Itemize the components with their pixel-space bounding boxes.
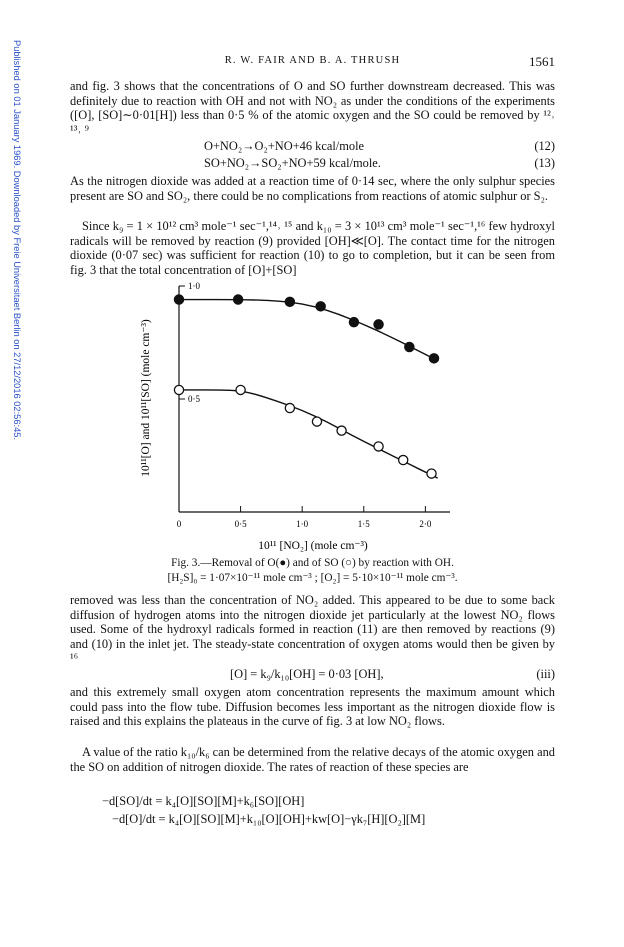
data-point-so xyxy=(337,426,346,435)
page-header xyxy=(70,55,555,71)
data-point-so xyxy=(236,385,245,394)
equation-iii-text: [O] = k₉/k₁₀[OH] = 0·03 [OH], xyxy=(230,667,384,681)
figure-3-chart xyxy=(135,278,460,563)
figure-caption-line-1-text: Fig. 3.—Removal of O(●) and of SO (○) by reaction with OH. xyxy=(171,557,454,569)
x-tick-label: 2·0 xyxy=(419,519,432,529)
data-point-o xyxy=(349,318,358,327)
y-tick-label: 0·5 xyxy=(188,394,200,404)
data-point-o xyxy=(285,297,294,306)
page-number: 1561 xyxy=(529,54,555,69)
rate-equation-so-text: −d[SO]/dt = k₄[O][SO][M]+k₆[SO][OH] xyxy=(102,794,305,808)
data-point-so xyxy=(312,417,321,426)
rate-equation-o xyxy=(70,812,555,827)
data-point-so xyxy=(285,403,294,412)
paragraph-4 xyxy=(70,593,555,666)
paragraph-1 xyxy=(70,79,555,137)
equation-iii xyxy=(70,667,555,682)
paragraph-5-text: and this extremely small oxygen atom concentration represents the maximum amount which could pass into the flow tube. Diffusion becomes less important as the nitrogen dioxide flow is raised and this explains the plateaus in the curve of fig. 3 at low NO₂ flows. xyxy=(70,685,555,729)
equation-12-text: O+NO₂→O₂+NO+46 kcal/mole xyxy=(204,139,365,153)
x-tick-label: 1·0 xyxy=(296,519,309,529)
rate-equation-o-text: −d[O]/dt = k₄[O][SO][M]+k₁₀[O][OH]+kw[O]−γk₇[H][O₂][M] xyxy=(112,812,426,826)
equation-12-number: (12) xyxy=(534,139,555,153)
data-point-so xyxy=(174,385,183,394)
figure-caption-line-2-text: [H₂S]₀ = 1·07×10⁻¹¹ mole cm⁻³ ; [O₂] = 5·10×10⁻¹¹ mole cm⁻³. xyxy=(167,572,458,584)
chart-curves xyxy=(179,300,438,479)
paragraph-6 xyxy=(70,745,555,774)
download-notice xyxy=(8,40,22,890)
data-point-so xyxy=(427,469,436,478)
chart-points xyxy=(174,295,438,478)
paragraph-2-text: As the nitrogen dioxide was added at a reaction time of 0·14 sec, where the only sulphur species present are SO and SO₂, there could be no complications from reactions of atomic sulphur or S₂. xyxy=(70,174,555,203)
x-tick-label: 1·5 xyxy=(357,519,370,529)
equation-13 xyxy=(70,156,555,171)
data-point-o xyxy=(316,302,325,311)
data-point-so xyxy=(374,442,383,451)
data-point-o xyxy=(405,342,414,351)
equation-13-text: SO+NO₂→SO₂+NO+59 kcal/mole. xyxy=(204,156,381,170)
paragraph-4-text: removed was less than the concentration of NO₂ added. This appeared to be due to some back diffusion of hydrogen atoms into the nitrogen dioxide jet particularly at the lowest NO₂ flows used. Some of the hydroxyl radicals formed in reaction (11) are then removed by reactions (9) and (10) in the inlet jet. The steady-state concentration of oxygen atoms would then be given by ¹⁶ xyxy=(70,593,555,666)
figure-caption-line-1 xyxy=(70,556,555,570)
chart-axes xyxy=(179,286,450,512)
rate-equation-so xyxy=(70,794,555,809)
data-point-o xyxy=(374,320,383,329)
x-tick-label: 0 xyxy=(176,519,182,529)
data-point-o xyxy=(429,354,438,363)
equation-12 xyxy=(70,139,555,154)
y-axis-label: 10¹¹[O] and 10¹¹[SO] (mole cm⁻³) xyxy=(140,319,152,477)
equation-iii-number: (iii) xyxy=(536,667,555,681)
series-curve-o xyxy=(179,300,438,361)
figure-caption-line-2 xyxy=(70,571,555,585)
equation-13-number: (13) xyxy=(534,156,555,170)
data-point-o xyxy=(174,295,183,304)
paragraph-1-text: and fig. 3 shows that the concentrations of O and SO further downstream decreased. This was definitely due to reaction with OH and not with NO₂ as under the conditions of the experiments ([O], [SO]∼0·01[H]) less than 0·5 % of the atomic oxygen and the SO could be removed by ¹²˒ ¹³˒ ⁹ xyxy=(70,79,555,137)
download-notice-text: Published on 01 January 1969. Downloaded by Freie Universitaet Berlin on 27/12/2016 02:56:45. xyxy=(12,40,22,441)
data-point-o xyxy=(234,295,243,304)
series-curve-so xyxy=(179,390,438,478)
y-tick-label: 1·0 xyxy=(188,281,200,291)
paragraph-3 xyxy=(70,219,555,277)
paragraph-2 xyxy=(70,174,555,203)
paragraph-6-text: A value of the ratio k₁₀/k₆ can be determined from the relative decays of the atomic oxygen and the SO on addition of nitrogen dioxide. The rates of reaction of these species are xyxy=(70,745,555,774)
x-axis-label: 10¹¹ [NO₂] (mole cm⁻³) xyxy=(258,540,368,552)
data-point-so xyxy=(399,455,408,464)
running-title: R. W. FAIR AND B. A. THRUSH xyxy=(224,55,401,66)
chart-ticks xyxy=(177,281,432,529)
paragraph-3-text: Since k₉ = 1 × 10¹² cm³ mole⁻¹ sec⁻¹,¹⁴˒ ¹⁵ and k₁₀ = 3 × 10¹³ cm³ mole⁻¹ sec⁻¹,¹⁶ few hydroxyl radicals will be removed by reaction (9) provided [OH]≪[O]. The contact time for the nitrogen dioxide (0·07 sec) was sufficient for reaction (10) to go to completion, but it can be seen from fig. 3 that the total concentration of [O]+[SO] xyxy=(70,219,555,277)
x-tick-label: 0·5 xyxy=(234,519,247,529)
paragraph-5 xyxy=(70,685,555,729)
